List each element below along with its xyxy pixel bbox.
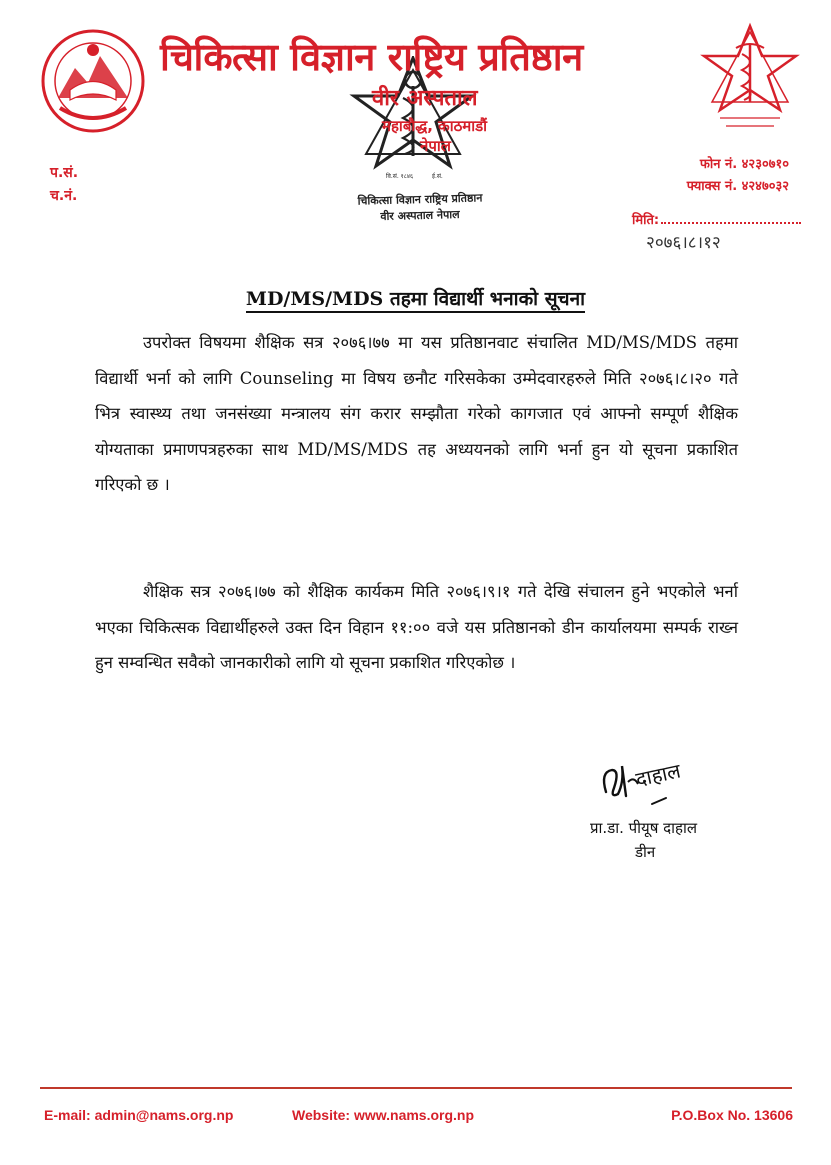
signer-name: प्रा.डा. पीयूष दाहाल xyxy=(590,819,698,837)
date-field xyxy=(632,210,801,228)
footer-website: Website: www.nams.org.np xyxy=(292,1107,475,1123)
dispatch-number-label: च.नं. xyxy=(50,188,78,204)
nams-star-caduceus-icon xyxy=(700,22,800,132)
nepal-coat-of-arms-icon xyxy=(40,28,146,134)
notice-subject-text: MD/MS/MDS तहमा विद्यार्थी भनाको सूचना xyxy=(246,288,585,313)
stamp-text-hospital: वीर अस्पताल नेपाल xyxy=(380,207,460,224)
notice-paragraph-1: उपरोक्त विषयमा शैक्षिक सत्र २०७६।७७ मा यस प्रतिष्ठानवाट संचालित MD/MS/MDS तहमा विद्यार्थी भर्ना को लागि Counseling मा विषय छनौट गरिसकेका उम्मेदवारहरुले मिति २०७६।८।२० गते भित्र स्वास्थ्य तथा जनसंख्या मन्त्रालय संग करार सम्झौता गरेको कागजात एवं आफ्नो सम्पूर्ण शैक्षिक योग्यताका प्रमाणपत्रहरुका साथ MD/MS/MDS तह अध्ययनको लागि भर्ना हुन यो सूचना प्रकाशित गरिएको छ । xyxy=(95,333,738,494)
footer-pobox: P.O.Box No. 13606 xyxy=(671,1107,793,1123)
svg-text:दाहाल: दाहाल xyxy=(633,758,683,792)
reference-number-label: प.सं. xyxy=(50,165,79,181)
phone-number: फोन नं. ४२३०७१० xyxy=(699,157,789,172)
organization-name: चिकित्सा विज्ञान राष्ट्रिय प्रतिष्ठान xyxy=(160,35,583,79)
notice-subject xyxy=(0,285,831,311)
svg-text:वि.सं. १८४६: वि.सं. १८४६ xyxy=(386,173,414,180)
date-dotted-line xyxy=(661,212,801,224)
date-value: २०७६।८।१२ xyxy=(646,233,721,253)
fax-number: फ्याक्स नं. ४२४७०३२ xyxy=(686,179,789,194)
notice-paragraph-2: शैक्षिक सत्र २०७६।७७ को शैक्षिक कार्यकम मिति २०७६।९।१ गते देखि संचालन हुने भएकोले भर्ना भएका चिकित्सक विद्यार्थीहरुले उक्त दिन विहान ११:०० वजे यस प्रतिष्ठानको डीन कार्यालयमा सम्पर्क राख्न हुन सम्वन्धित सवैको जानकारीको लागि यो सूचना प्रकाशित गरिएकोछ । xyxy=(95,582,738,672)
handwritten-signature xyxy=(598,752,728,812)
date-label: मिति: xyxy=(632,213,660,228)
stamp-text-org: चिकित्सा विज्ञान राष्ट्रिय प्रतिष्ठान xyxy=(357,191,483,208)
footer-divider xyxy=(40,1087,792,1089)
signer-title: डीन xyxy=(635,843,656,861)
hospital-country: नेपाल xyxy=(420,137,451,155)
svg-text:ई.सं.: ई.सं. xyxy=(432,173,443,180)
footer-email: E-mail: admin@nams.org.np xyxy=(44,1107,234,1123)
hospital-name: वीर अस्पताल xyxy=(372,86,478,111)
hospital-place: महाबौद्ध, काठमाडौं xyxy=(382,117,488,135)
